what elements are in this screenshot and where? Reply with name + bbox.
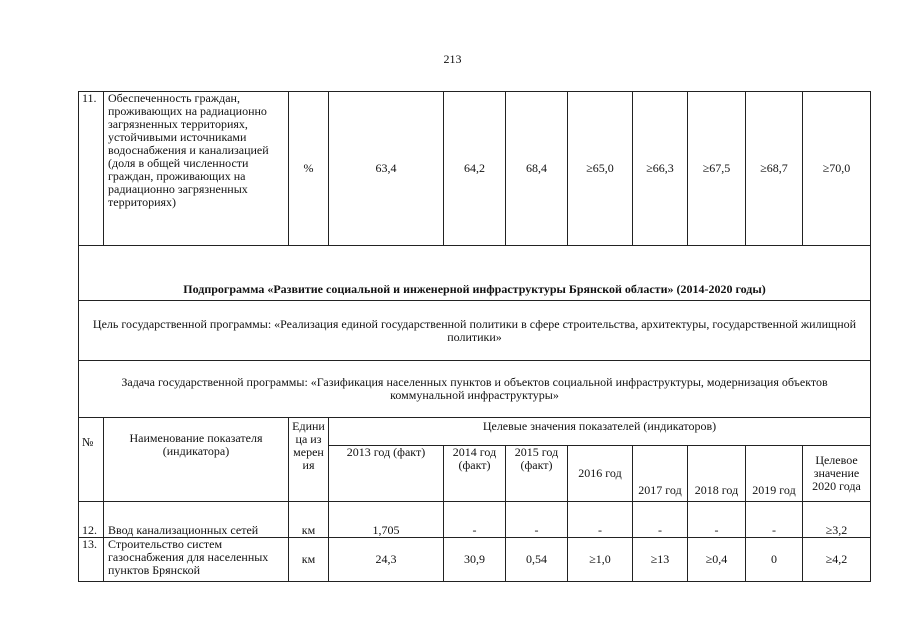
header-unit: Единица измерения	[289, 418, 329, 502]
value-2017: -	[633, 502, 688, 538]
indicator-name: Ввод канализационных сетей	[104, 502, 289, 538]
value-2014: 64,2	[444, 92, 506, 246]
header-year-2013: 2013 год (факт)	[329, 446, 444, 502]
value-2014: 30,9	[444, 538, 506, 582]
header-name: Наименование показателя (индикатора)	[104, 418, 289, 502]
unit-cell: %	[289, 92, 329, 246]
row-number: 13.	[79, 538, 104, 582]
table-row-11	[79, 92, 871, 246]
header-target-group: Целевые значения показателей (индикаторов)	[329, 418, 871, 446]
unit-cell: км	[289, 538, 329, 582]
indicator-name: Обеспеченность граждан, проживающих на радиационно загрязненных территориях, устойчивыми источниками водоснабжения и канализацией (доля в общей численности граждан, проживающих на радиационно загрязненных территориях)	[104, 92, 289, 246]
indicators-table	[78, 91, 871, 582]
task-text: Задача государственной программы: «Газификация населенных пунктов и объектов социальной инфраструктуры, модернизация объектов коммунальной инфраструктуры»	[79, 361, 871, 418]
header-number: №	[79, 418, 104, 502]
header-year-2018: 2018 год	[688, 446, 746, 502]
value-2013: 24,3	[329, 538, 444, 582]
subprogram-title: Подпрограмма «Развитие социальной и инженерной инфраструктуры Брянской области» (2014-2020 годы)	[79, 246, 871, 301]
table-row-12	[79, 502, 871, 538]
value-2019: 0	[746, 538, 803, 582]
task-row	[79, 361, 871, 418]
value-2015: -	[506, 502, 568, 538]
header-year-2014: 2014 год (факт)	[444, 446, 506, 502]
value-2018: ≥67,5	[688, 92, 746, 246]
value-2013: 1,705	[329, 502, 444, 538]
row-number: 11.	[79, 92, 104, 246]
header-year-2016: 2016 год	[568, 446, 633, 502]
goal-row	[79, 301, 871, 361]
value-2015: 68,4	[506, 92, 568, 246]
value-2018: ≥0,4	[688, 538, 746, 582]
value-2019: -	[746, 502, 803, 538]
value-2020: ≥3,2	[803, 502, 871, 538]
goal-text: Цель государственной программы: «Реализация единой государственной политики в сфере строительства, архитектуры, государственной жилищной политики»	[79, 301, 871, 361]
header-year-2020-target: Целевое значение 2020 года	[803, 446, 871, 502]
value-2013: 63,4	[329, 92, 444, 246]
value-2020: ≥4,2	[803, 538, 871, 582]
header-row-1	[79, 418, 871, 446]
header-year-2019: 2019 год	[746, 446, 803, 502]
value-2016: -	[568, 502, 633, 538]
value-2014: -	[444, 502, 506, 538]
page-number: 213	[443, 52, 462, 66]
value-2020: ≥70,0	[803, 92, 871, 246]
value-2018: -	[688, 502, 746, 538]
value-2016: ≥1,0	[568, 538, 633, 582]
header-year-2017: 2017 год	[633, 446, 688, 502]
indicator-name: Строительство систем газоснабжения для населенных пунктов Брянской	[104, 538, 289, 582]
header-year-2015: 2015 год (факт)	[506, 446, 568, 502]
value-2017: ≥13	[633, 538, 688, 582]
unit-cell: км	[289, 502, 329, 538]
value-2016: ≥65,0	[568, 92, 633, 246]
value-2019: ≥68,7	[746, 92, 803, 246]
table-row-13	[79, 538, 871, 582]
row-number: 12.	[79, 502, 104, 538]
subprogram-row	[79, 246, 871, 301]
value-2017: ≥66,3	[633, 92, 688, 246]
value-2015: 0,54	[506, 538, 568, 582]
